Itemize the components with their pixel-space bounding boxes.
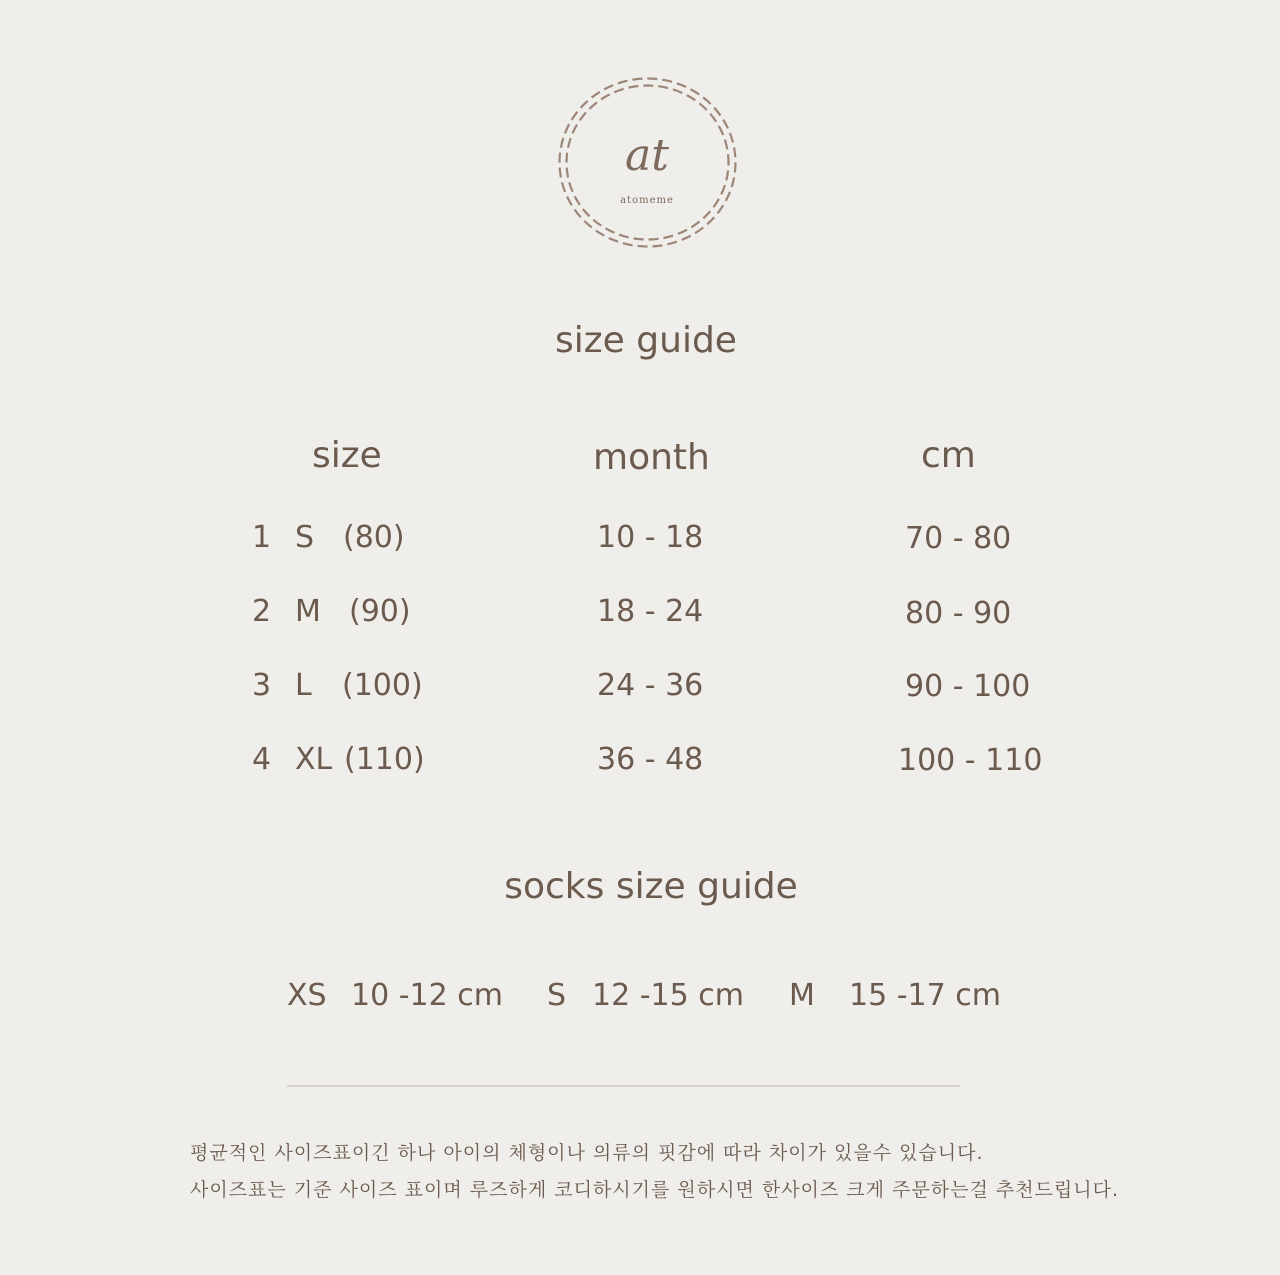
- logo-brand: atomeme: [620, 195, 674, 206]
- row-num: 4: [252, 742, 272, 777]
- row-size-cm: (100): [342, 668, 423, 703]
- note-line-2: 사이즈표는 기준 사이즈 표이며 루즈하게 코디하시기를 원하시면 한사이즈 크게 주문하는걸 추천드립니다.: [190, 1179, 1120, 1201]
- row-month: 10 - 18: [597, 520, 704, 555]
- row-month: 24 - 36: [597, 668, 704, 703]
- header-size: size: [312, 435, 382, 476]
- row-size: M: [295, 594, 321, 629]
- divider: [287, 1085, 960, 1087]
- row-size-cm: (80): [343, 520, 405, 555]
- sock-size-label: M: [789, 978, 815, 1013]
- row-cm: 80 - 90: [905, 596, 1012, 631]
- row-size: S: [295, 520, 315, 555]
- row-size-cm: (90): [349, 594, 411, 629]
- header-cm: cm: [921, 435, 976, 476]
- logo-mark: at: [625, 130, 669, 181]
- socks-guide-title: socks size guide: [504, 866, 798, 907]
- row-month: 18 - 24: [597, 594, 704, 629]
- row-num: 2: [252, 594, 272, 629]
- note-line-1: 평균적인 사이즈표이긴 하나 아이의 체형이나 의류의 핏감에 따라 차이가 있을수 있습니다.: [190, 1142, 984, 1164]
- row-size-cm: (110): [344, 742, 425, 777]
- row-month: 36 - 48: [597, 742, 704, 777]
- row-cm: 90 - 100: [905, 669, 1031, 704]
- sock-size-range: 15 -17 cm: [849, 978, 1001, 1013]
- size-guide-title: size guide: [555, 320, 737, 361]
- sock-size-label: S: [547, 978, 567, 1013]
- row-num: 3: [252, 668, 272, 703]
- sock-size-range: 12 -15 cm: [592, 978, 744, 1013]
- header-month: month: [593, 437, 710, 478]
- row-num: 1: [252, 520, 272, 555]
- atomeme-logo: [550, 70, 745, 255]
- row-cm: 70 - 80: [905, 521, 1012, 556]
- row-cm: 100 - 110: [898, 743, 1043, 778]
- sock-size-range: 10 -12 cm: [351, 978, 503, 1013]
- sock-size-label: XS: [287, 978, 327, 1013]
- row-size: L: [295, 668, 312, 703]
- row-size: XL: [295, 742, 333, 777]
